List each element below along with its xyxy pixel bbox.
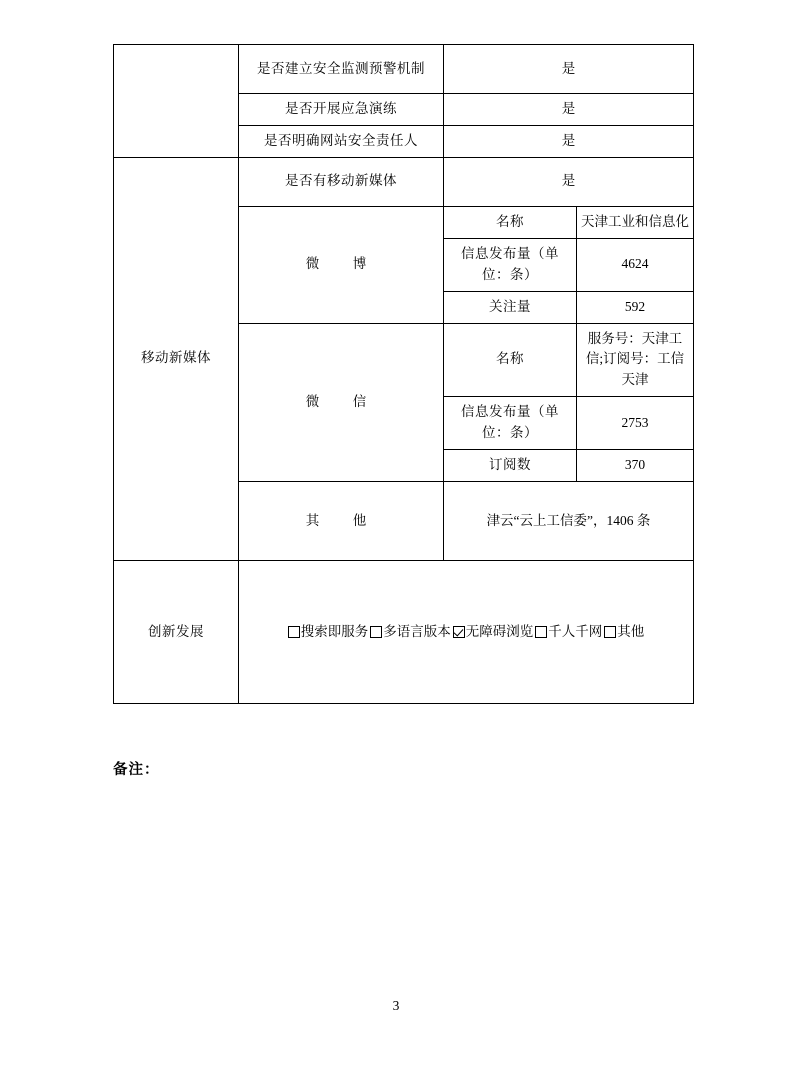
innovation-checkbox-group[interactable] [243,622,689,643]
checkbox-checked-icon[interactable] [453,626,465,638]
weibo-label: 微 博 [239,206,444,323]
other-value: 津云“云上工信委”，1406 条 [444,482,694,561]
innovation-option-label: 多语言版本 [383,623,451,639]
table-row [114,157,694,206]
mobile-media-section-label: 移动新媒体 [114,157,239,560]
row-value: 天津工业和信息化 [577,206,694,238]
checkbox-icon[interactable] [604,626,616,638]
row-label: 信息发布量（单位：条） [444,238,577,291]
checkbox-icon[interactable] [370,626,382,638]
checkbox-icon[interactable] [288,626,300,638]
row-value: 是 [444,157,694,206]
remark-label: 备注： [113,762,160,778]
innovation-option[interactable] [370,622,451,643]
row-label: 订阅数 [444,450,577,482]
row-label: 名称 [444,323,577,397]
row-label: 是否有移动新媒体 [239,157,444,206]
row-label: 是否明确网站安全责任人 [239,125,444,157]
innovation-option[interactable] [604,622,644,643]
row-value: 2753 [577,397,694,450]
row-value: 是 [444,125,694,157]
security-section-label [114,45,239,158]
innovation-option-label: 无障碍浏览 [465,623,534,639]
report-table [113,44,694,704]
row-label: 是否开展应急演练 [239,94,444,126]
weixin-label: 微 信 [239,323,444,482]
checkbox-icon[interactable] [535,626,547,638]
row-value: 592 [577,291,694,323]
innovation-option[interactable] [453,622,534,643]
row-label: 名称 [444,206,577,238]
page-number: 3 [392,998,400,1013]
row-value: 是 [444,45,694,94]
row-label: 信息发布量（单位：条） [444,397,577,450]
innovation-option-label: 搜索即服务 [300,623,369,639]
innovation-options-cell [239,561,694,704]
row-value: 是 [444,94,694,126]
row-label: 关注量 [444,291,577,323]
table-row [114,561,694,704]
innovation-label: 创新发展 [114,561,239,704]
row-value: 4624 [577,238,694,291]
innovation-option[interactable] [288,622,369,643]
innovation-option-label: 千人千网 [548,623,603,639]
row-value: 服务号：天津工信;订阅号：工信天津 [577,323,694,397]
row-label: 是否建立安全监测预警机制 [239,45,444,94]
row-value: 370 [577,450,694,482]
innovation-option-label: 其他 [617,623,645,639]
other-label: 其 他 [239,482,444,561]
innovation-option[interactable] [535,622,602,643]
table-row [114,45,694,94]
